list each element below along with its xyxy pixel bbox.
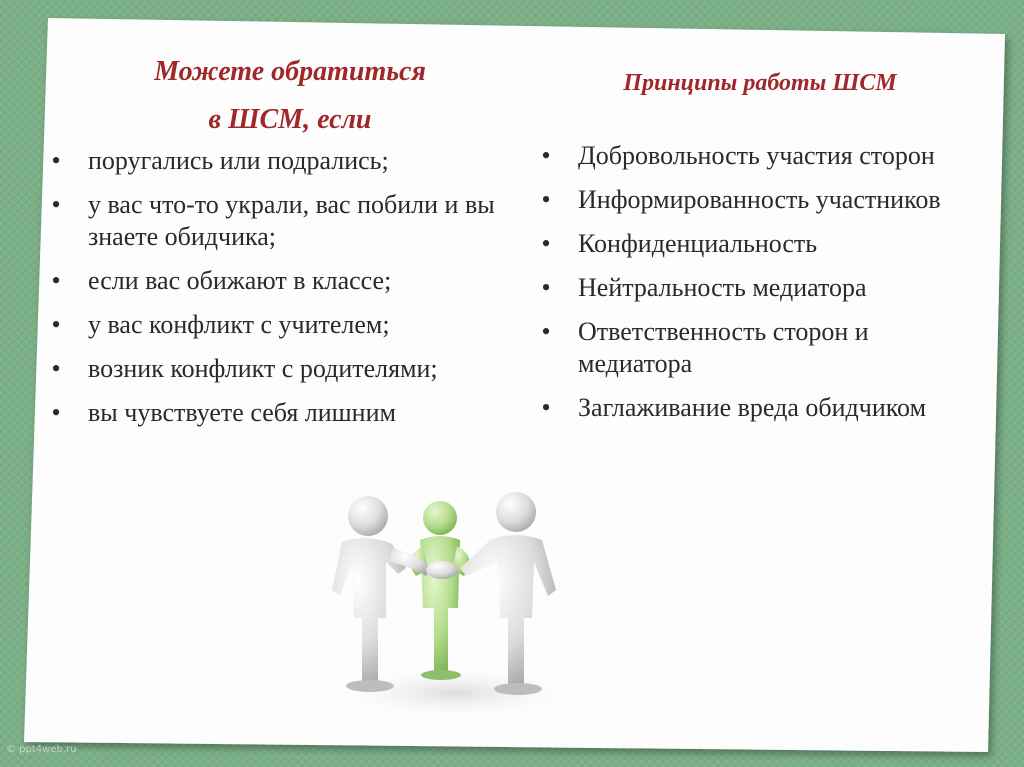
list-item (46, 397, 506, 429)
list-item-text: у вас конфликт с учителем; (88, 310, 390, 339)
left-heading (100, 48, 480, 144)
list-item (536, 272, 956, 304)
watermark: © ppt4web.ru (6, 744, 77, 755)
bullet-icon: • (541, 229, 551, 258)
list-item-text: возник конфликт с родителями; (88, 354, 438, 383)
list-item (536, 392, 956, 424)
bullet-icon: • (541, 185, 551, 214)
bullet-icon: • (541, 141, 551, 170)
list-item (536, 316, 956, 380)
bullet-icon: • (541, 273, 551, 302)
bullet-icon: • (51, 146, 61, 175)
bullet-icon: • (51, 354, 61, 383)
list-item (46, 189, 506, 253)
bullet-icon: • (541, 317, 551, 346)
list-item (46, 309, 506, 341)
right-heading: Принципы работы ШСМ (623, 70, 897, 96)
list-item-text: Информированность участников (578, 185, 941, 214)
bullet-icon: • (51, 310, 61, 339)
mediation-people-illustration (320, 478, 590, 723)
bullet-icon: • (541, 393, 551, 422)
list-item-text: Заглаживание вреда обидчиком (578, 393, 927, 422)
list-item-text: Ответственность сторон и медиатора (578, 317, 869, 378)
list-item (536, 140, 956, 172)
list-item (46, 353, 506, 385)
list-item (536, 184, 956, 216)
list-item-text: Нейтральность медиатора (578, 273, 867, 302)
list-item-text: вы чувствуете себя лишним (88, 398, 396, 427)
bullet-icon: • (51, 398, 61, 427)
left-heading-line2: в ШСМ, если (208, 104, 372, 135)
list-item-text: Добровольность участия сторон (578, 141, 935, 170)
bullet-icon: • (51, 266, 61, 295)
list-item (536, 228, 956, 260)
three-people-joining-hands-icon (320, 478, 590, 723)
list-item-text: поругались или подрались; (88, 146, 389, 175)
left-heading-line1: Можете обратиться (154, 56, 426, 87)
bullet-icon: • (51, 190, 61, 219)
principles-list (536, 140, 956, 436)
list-item-text: если вас обижают в классе; (88, 266, 392, 295)
list-item-text: у вас что-то украли, вас побили и вы знаете обидчика; (88, 190, 495, 251)
list-item (46, 145, 506, 177)
list-item (46, 265, 506, 297)
list-item-text: Конфиденциальность (578, 229, 818, 258)
when-to-apply-list (46, 145, 506, 441)
